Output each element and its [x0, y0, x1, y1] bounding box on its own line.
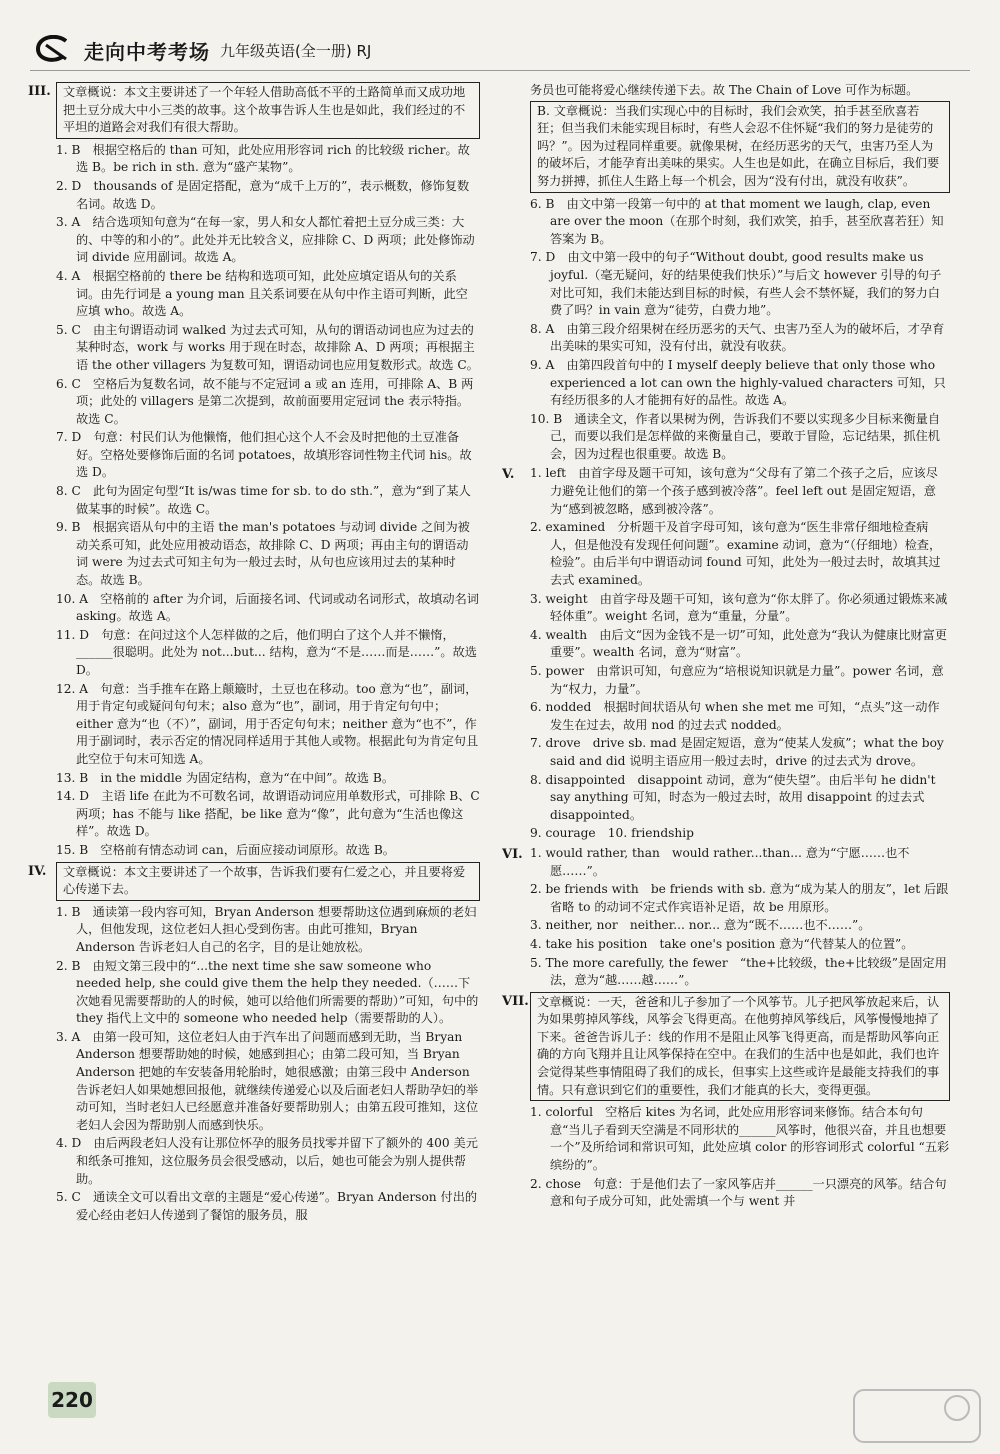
- summary-box: 文章概说：一天，爸爸和儿子参加了一个风筝节。儿子把风筝放起来后，认为如果剪掉风筝线，风筝会飞得更高。在他剪掉风筝线后，风筝慢慢地掉了下来。爸爸告诉儿子：线的作用不是阻止风筝飞得更高，而是帮助风筝向正确的方向飞翔并且让风筝保持在空中。在我们的生活中也是如此，我们也许会觉得某些事情阻碍了我们的成长，但事实上这些或许是最能支持我们的事情。只有意识到它们的重要性，我们才能真的长大，变得更强。: [530, 992, 950, 1102]
- answer-item: 10. A 空格前的 after 为介词，后面接名词、代词或动名词形式，故填动名词 asking。故选 A。: [56, 591, 479, 624]
- answer-item: 6. C 空格后为复数名词，故不能与不定冠词 a 或 an 连用，可排除 A、B 两项；此处的 villagers 是第二次提到，故前面要用定冠词 the 表示特指。故选 C。: [56, 376, 474, 426]
- answer-item: 2. examined 分析题干及首字母可知，该句意为“医生非常仔细地检查病人，但是他没有发现任何问题”。examine 动词，意为“（仔细地）检查，检验”。由后半句中谓语动词 found 可知，此处为一般过去时，故填其过去式 examined。: [530, 520, 942, 588]
- right-column: [502, 82, 950, 1213]
- answer-item: 3. A 结合选项知句意为“在每一家，男人和女人都忙着把土豆分成三类：大的、中等的和小的”。此处并无比较含义，应排除 C、D 两项；此处修饰动词 divide 应用副词。故选 A。: [56, 215, 475, 265]
- brand-title: 走向中考考场: [84, 39, 210, 64]
- answer-item: 4. A 根据空格前的 there be 结构和选项可知，此处应填定语从句的关系词。由先行词是 a young man 且关系词要在从句中作主语可判断，此空应填 who。故选 A。: [56, 268, 468, 319]
- answer-item: 9. B 根据宾语从句中的主语 the man's potatoes 与动词 divide 之间为被动关系可知，此处应用被动语态，故排除 C、D 两项；再由主句的谓语动词 were 为过去式可知主句为一般过去时，从句也应该用过去的某种时态。故选 B。: [56, 520, 470, 588]
- answer-item: 2. chose 句意：于是他们去了一家风筝店并______一只漂亮的风筝。结合句意和句子成分可知，此处需填一个与 went 并: [530, 1176, 947, 1209]
- answer-item: 1. left 由首字母及题干可知，该句意为“父母有了第二个孩子之后，应该尽力避免让他们的第一个孩子感到被冷落”。feel left out 是固定短语，意为“感到被忽略，感到被冷落”。: [530, 466, 938, 516]
- answer-item: 10. B 通读全文，作者以果树为例，告诉我们不要以实现多少目标来衡量自己，而要以我们是怎样做的来衡量自己，要敢于冒险，忘记结果，抓住机会，因为过程也很重要。故选 B。: [530, 411, 941, 461]
- answer-item: 6. B 由文中第一段第一句中的 at that moment we laugh, clap, even are over the moon（在那个时刻，我们欢笑，拍手，甚至欣喜若狂）知答案为 B。: [530, 196, 944, 246]
- section-b: [530, 101, 950, 464]
- answer-item: 7. D 句意：村民们认为他懒惰，他们担心这个人不会及时把他的土豆准备好。空格处要修饰后面的名词 potatoes，故填形容词性物主代词 his。故选 D。: [56, 430, 472, 480]
- section-5: [502, 465, 950, 842]
- summary-box: 文章概说：本文主要讲述了一个年轻人借助高低不平的土路简单而又成功地把土豆分成大中小三类的故事。这个故事告诉人生也是如此，我们经过的不平坦的道路会对我们有很大帮助。: [56, 82, 480, 139]
- answer-item: 12. A 句意：当手推车在路上颠簸时，土豆也在移动。too 意为“也”，副词，用于肯定句或疑问句句末；also 意为“也”，副词，用于肯定句句中；either 意为“也（不）”，副词，用于否定句句末；neither 意为“也不”，作用于副词时，表示否定的情况同样适用于其他人或物。根据此句为肯定句且此空位于句末可知选 A。: [56, 681, 479, 766]
- answer-item: 7. drove drive sb. mad 是固定短语，意为“使某人发疯”；what the boy said and did 说明主语应用一般过去时，drive 的过去式为 drove。: [530, 736, 944, 768]
- book-subtitle: 九年级英语(全一册) RJ: [220, 41, 372, 60]
- answer-item: 5. power 由常识可知，句意应为“培根说知识就是力量”。power 名词，意为“权力，力量”。: [530, 664, 944, 696]
- answer-item: 8. C 此句为固定句型“It is/was time for sb. to do sth.”，意为“到了某人做某事的时候”。故选 C。: [56, 484, 471, 516]
- answer-item: 2. B 由短文第三段中的“...the next time she saw someone who needed help, she could give them the help they needed.（……下次她看见需要帮助的人的时候，她可以给他们所需要的帮助）”可知，句中的 they 指代上文中的 someone who needed help（需要帮助的人）。: [56, 958, 479, 1026]
- answer-item: 4. wealth 由后文“因为金钱不是一切”可知，此处意为“我认为健康比财富更重要”。wealth 名词，意为“财富”。: [530, 627, 947, 660]
- answer-item: 8. A 由第三段介绍果树在经历恶劣的天气、虫害乃至人为的破坏后，才孕育出美味的果实可知，没有付出，就没有收获。: [530, 321, 945, 354]
- answer-item: 14. D 主语 life 在此为不可数名词，故谓语动词应用单数形式，可排除 B、C 两项；has 不能与 like 搭配，be like 意为“像”，此句意为“生活也像这样”。故选 D。: [56, 789, 480, 839]
- answer-item: 9. A 由第四段首句中的 I myself deeply believe that only those who experienced a lot can own the highly-valued characters 可知，只有经历很多的人才能拥有好的品性。故选 A。: [530, 357, 946, 408]
- answer-item: 4. take his position take one's position 意为“代替某人的位置”。: [530, 936, 914, 951]
- section-6: [502, 845, 950, 990]
- answer-item: 4. D 由后两段老妇人没有让那位怀孕的服务员找零并留下了额外的 400 美元和纸条可推知，这位服务员会很受感动，以后，她也可能会为别人提供帮助。: [56, 1136, 478, 1186]
- section-number: IV.: [28, 863, 47, 879]
- answer-item: 15. B 空格前有情态动词 can，后面应接动词原形。故选 B。: [56, 842, 395, 857]
- summary-box: 文章概说：本文主要讲述了一个故事，告诉我们要有仁爱之心，并且要将爱心传递下去。: [56, 862, 480, 901]
- answer-item: 8. disappointed disappoint 动词，意为“使失望”。由后半句 he didn't say anything 可知，时态为一般过去时，故用 disappoint 的过去式 disappointed。: [530, 772, 936, 822]
- watermark-stamp-icon: [852, 1388, 982, 1444]
- answer-item: 5. C 由主句谓语动词 walked 为过去式可知，从句的谓语动词也应为过去的某种时态，work 与 works 用于现在时态，故排除 A、D 两项；再根据主语 the other villagers 为复数可知，谓语动词也应用复数形式。故选 C。: [56, 322, 479, 372]
- left-column: [28, 82, 480, 1226]
- answer-item: 2. D thousands of 是固定搭配，意为“成千上万的”，表示概数，修饰复数名词。故选 D。: [56, 178, 470, 211]
- answer-item: 9. courage 10. friendship: [530, 826, 694, 841]
- answer-item: 3. neither, nor neither... nor... 意为“既不……也不……”。: [530, 918, 871, 933]
- answer-item: 1. colorful 空格后 kites 为名词，此处应用形容词来修饰。结合本句句意“当儿子看到天空满是不同形状的______风筝时，他很兴奋，并且也想要一个”及所给词和常识可知，此处应填 color 的形容词形式 colorful “五彩缤纷的”。: [530, 1105, 950, 1173]
- answer-item: 6. nodded 根据时间状语从句 when she met me 可知，“点头”这一动作发生在过去，故用 nod 的过去式 nodded。: [530, 700, 940, 732]
- answer-item: 2. be friends with be friends with sb. 意为“成为某人的朋友”，let 后跟省略 to 的动词不定式作宾语补足语，故 be 用原形。: [530, 882, 949, 914]
- answer-item: 1. B 通读第一段内容可知，Bryan Anderson 想要帮助这位遇到麻烦的老妇人，但他发现，这位老妇人担心受到伤害。由此可推知，Bryan Anderson 告诉老妇人自己的名字，目的是让她放松。: [56, 904, 477, 954]
- answer-item: 11. D 句意：在问过这个人怎样做的之后，他们明白了这个人并不懒惰，______很聪明。此处为 not...but... 结构，意为“不是……而是……”。故选 D。: [56, 627, 477, 677]
- answer-item: 5. The more carefully, the fewer “the+比较级，the+比较级”是固定用法，意为“越……越……”。: [530, 955, 947, 988]
- continued-text: 务员也可能将爱心继续传递下去。故 The Chain of Love 可作为标题。: [530, 83, 919, 97]
- section-number: III.: [28, 84, 51, 99]
- answer-item: 7. D 由文中第一段中的句子“Without doubt, good results make us joyful.（毫无疑问，好的结果使我们快乐）”与后文 however 引导的句子对比可知，我们未能达到目标的时候，有些人会不禁怀疑，我们的努力白费了吗？in vain 意为“徒劳，白费力地”。: [530, 250, 942, 318]
- answer-item: 1. would rather, than would rather...than... 意为“宁愿……也不愿……”。: [530, 845, 910, 878]
- answer-item: 1. B 根据空格后的 than 可知，此处应用形容词 rich 的比较级 richer。故选 B。be rich in sth. 意为“盛产某物”。: [56, 142, 470, 175]
- section-3: [28, 82, 480, 860]
- section-4: [28, 862, 480, 1225]
- summary-box: B. 文章概说：当我们实现心中的目标时，我们会欢笑，拍手甚至欣喜若狂；但当我们未能实现目标时，有些人会忍不住怀疑“我们的努力是徒劳的吗？”。因为过程同样重要。就像果树，在经历恶劣的天气，虫害乃至人为的破坏后，才能孕育出美味的果实。人生也是如此，在确立目标后，我们要努力拼搏，抓住人生路上每一个机会，因为“没有付出，就没有收获”。: [530, 101, 950, 193]
- section-number: VI.: [502, 846, 523, 862]
- page-number: 220: [48, 1382, 96, 1418]
- section-number: V.: [502, 467, 515, 483]
- section-number: VII.: [502, 993, 529, 1009]
- page-header: [30, 30, 970, 71]
- answer-item: 3. A 由第一段可知，这位老妇人由于汽车出了问题而感到无助，当 Bryan Anderson 想要帮助她的时候，她感到担心；由第二段可知，当 Bryan Anderson 把她的车安装备用轮胎时，她很感激；由第三段中 Anderson 告诉老妇人如果她想回报他，就继续传递爱心以及后面老妇人帮助孕妇的举动可知，当时老妇人已经愿意并准备好要帮助别人；由第五段可推知，这位老妇人会因为帮助别人而感到快乐。: [56, 1029, 479, 1132]
- answer-item: 13. B in the middle 为固定结构，意为“在中间”。故选 B。: [56, 770, 395, 785]
- logo-icon: [30, 34, 74, 66]
- answer-item: 5. C 通读全文可以看出文章的主题是“爱心传递”。Bryan Anderson 付出的爱心经由老妇人传递到了餐馆的服务员，服: [56, 1190, 478, 1222]
- section-7: [502, 992, 950, 1211]
- answer-item: 3. weight 由首字母及题干可知，该句意为“你太胖了。你必须通过锻炼来减轻体重”。weight 名词，意为“重量，分量”。: [530, 591, 948, 624]
